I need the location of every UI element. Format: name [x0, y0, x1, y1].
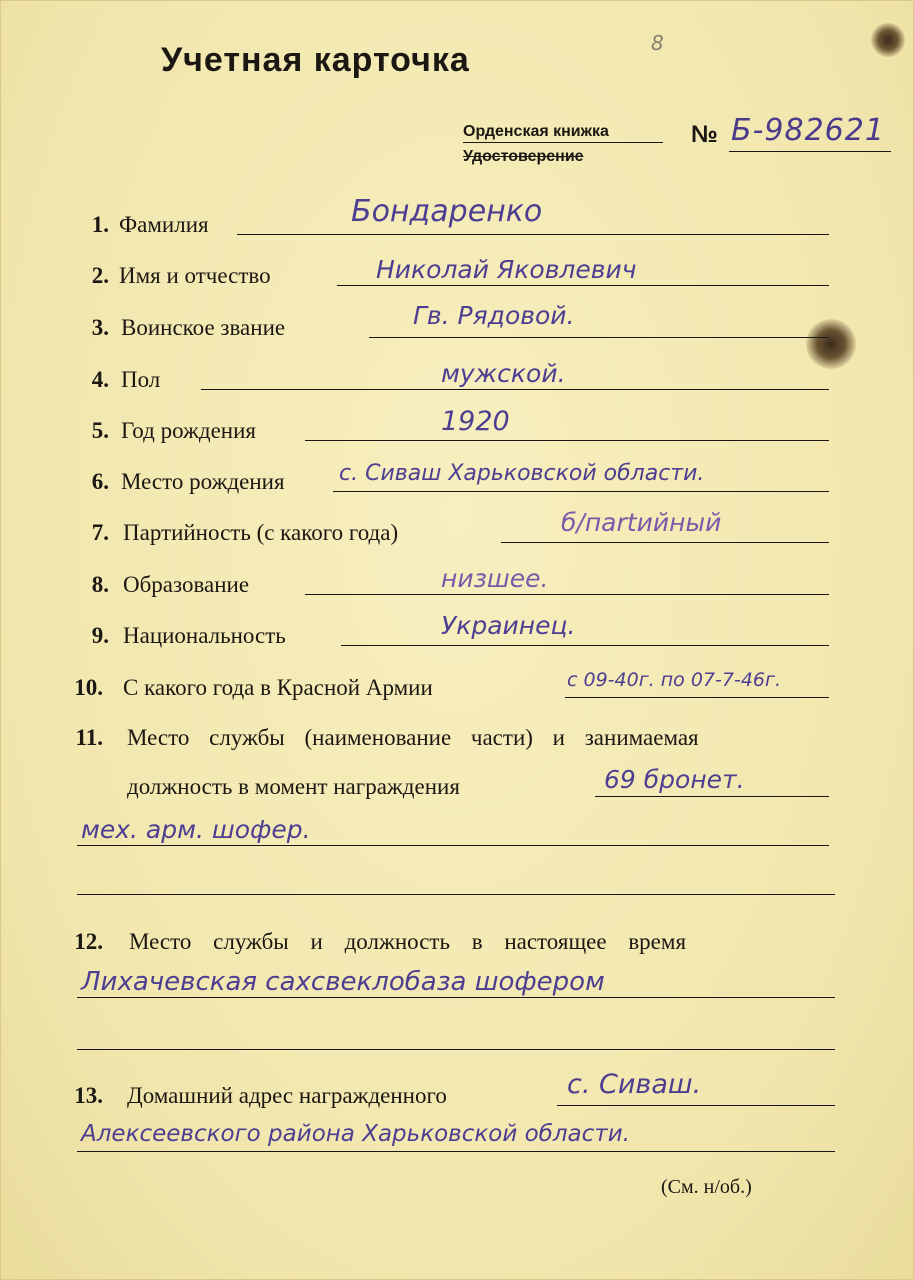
field-home-address	[1, 1069, 914, 1157]
field-line	[305, 440, 829, 441]
field-value: с. Сиваш.	[567, 1069, 702, 1100]
field-sex	[1, 361, 914, 401]
field-value-continued: Алексеевского района Харьковской области.	[81, 1121, 630, 1147]
field-line	[369, 337, 829, 338]
field-number: 4.	[91, 367, 109, 392]
field-line	[337, 285, 829, 286]
field-line	[333, 491, 829, 492]
field-number: 10.	[74, 675, 103, 700]
pencil-mark: 8	[651, 31, 664, 55]
field-line-2	[77, 845, 829, 846]
field-current-service	[1, 923, 914, 1053]
header-divider	[463, 142, 663, 143]
field-line	[341, 645, 829, 646]
field-number: 9.	[91, 623, 109, 648]
field-army-since	[1, 669, 914, 709]
field-label: Национальность	[123, 623, 286, 648]
card-title: Учетная карточка	[161, 41, 470, 79]
booklet-label: Орденская книжка	[463, 123, 609, 140]
field-value: Лихачевская сахсвеклобаза шофером	[81, 967, 605, 997]
field-number: 11.	[75, 725, 103, 750]
field-line	[595, 796, 829, 797]
field-label-continued: должность в момент награждения	[127, 774, 460, 799]
certificate-label: Удостоверение	[463, 148, 584, 165]
field-label: Домашний адрес награжденного	[127, 1083, 447, 1108]
field-line	[565, 697, 829, 698]
field-value-continued: мех. арм. шофер.	[81, 815, 311, 844]
field-value: мужской.	[441, 359, 566, 388]
field-label: Год рождения	[121, 418, 256, 443]
number-sign: №	[691, 121, 718, 148]
field-label: Место службы (наименование части) и занимаемая	[127, 725, 699, 750]
field-education	[1, 566, 914, 606]
field-number: 13.	[74, 1083, 103, 1108]
field-label: Воинское звание	[121, 315, 286, 340]
field-label: Образование	[123, 572, 250, 597]
booklet-number: Б-982621	[731, 113, 885, 148]
footer-note: (См. н/об.)	[661, 1176, 752, 1198]
field-value: низшее.	[441, 564, 549, 593]
field-nationality	[1, 611, 914, 657]
field-value: Гв. Рядовой.	[413, 301, 575, 330]
field-value: 69 бронет.	[604, 765, 745, 794]
field-service-place	[1, 719, 914, 859]
field-number: 2.	[91, 263, 109, 288]
field-line	[557, 1105, 835, 1106]
field-value: 1920	[441, 406, 510, 437]
field-label: Партийность (с какого года)	[123, 520, 399, 545]
field-surname	[1, 194, 914, 246]
field-label: Место службы и должность в настоящее время	[129, 929, 687, 954]
field-line	[237, 234, 829, 235]
field-number: 7.	[91, 520, 109, 545]
field-line	[305, 594, 829, 595]
field-number: 12.	[74, 929, 103, 954]
field-birth-year	[1, 406, 914, 452]
stain-mark	[871, 23, 905, 57]
number-underline	[729, 151, 891, 152]
field-value: Николай Яковлевич	[376, 255, 637, 284]
field-number: 1.	[91, 212, 109, 237]
field-value: с 09-40г. по 07-7-46г.	[567, 669, 782, 691]
field-number: 6.	[91, 469, 109, 494]
field-rank	[1, 301, 914, 349]
field-value: Украинец.	[441, 611, 576, 640]
field-label: Место рождения	[121, 469, 285, 494]
field-birthplace	[1, 463, 914, 503]
field-name-patronymic	[1, 257, 914, 297]
field-label: Фамилия	[119, 212, 209, 237]
field-number: 3.	[91, 315, 109, 340]
field-value: Бондаренко	[351, 194, 543, 229]
field-label: С какого года в Красной Армии	[123, 675, 433, 700]
document-type	[463, 119, 609, 169]
blank-line	[77, 894, 835, 895]
field-number: 5.	[91, 418, 109, 443]
field-label: Имя и отчество	[119, 263, 271, 288]
field-value: с. Сиваш Харьковской области.	[339, 461, 705, 486]
field-line	[201, 389, 829, 390]
field-line	[501, 542, 829, 543]
field-label: Пол	[121, 367, 161, 392]
field-line-2	[77, 1049, 835, 1050]
field-party	[1, 508, 914, 554]
field-number: 8.	[91, 572, 109, 597]
field-value: б/пartийный	[561, 508, 722, 537]
field-line-2	[77, 1151, 835, 1152]
field-line	[77, 997, 835, 998]
